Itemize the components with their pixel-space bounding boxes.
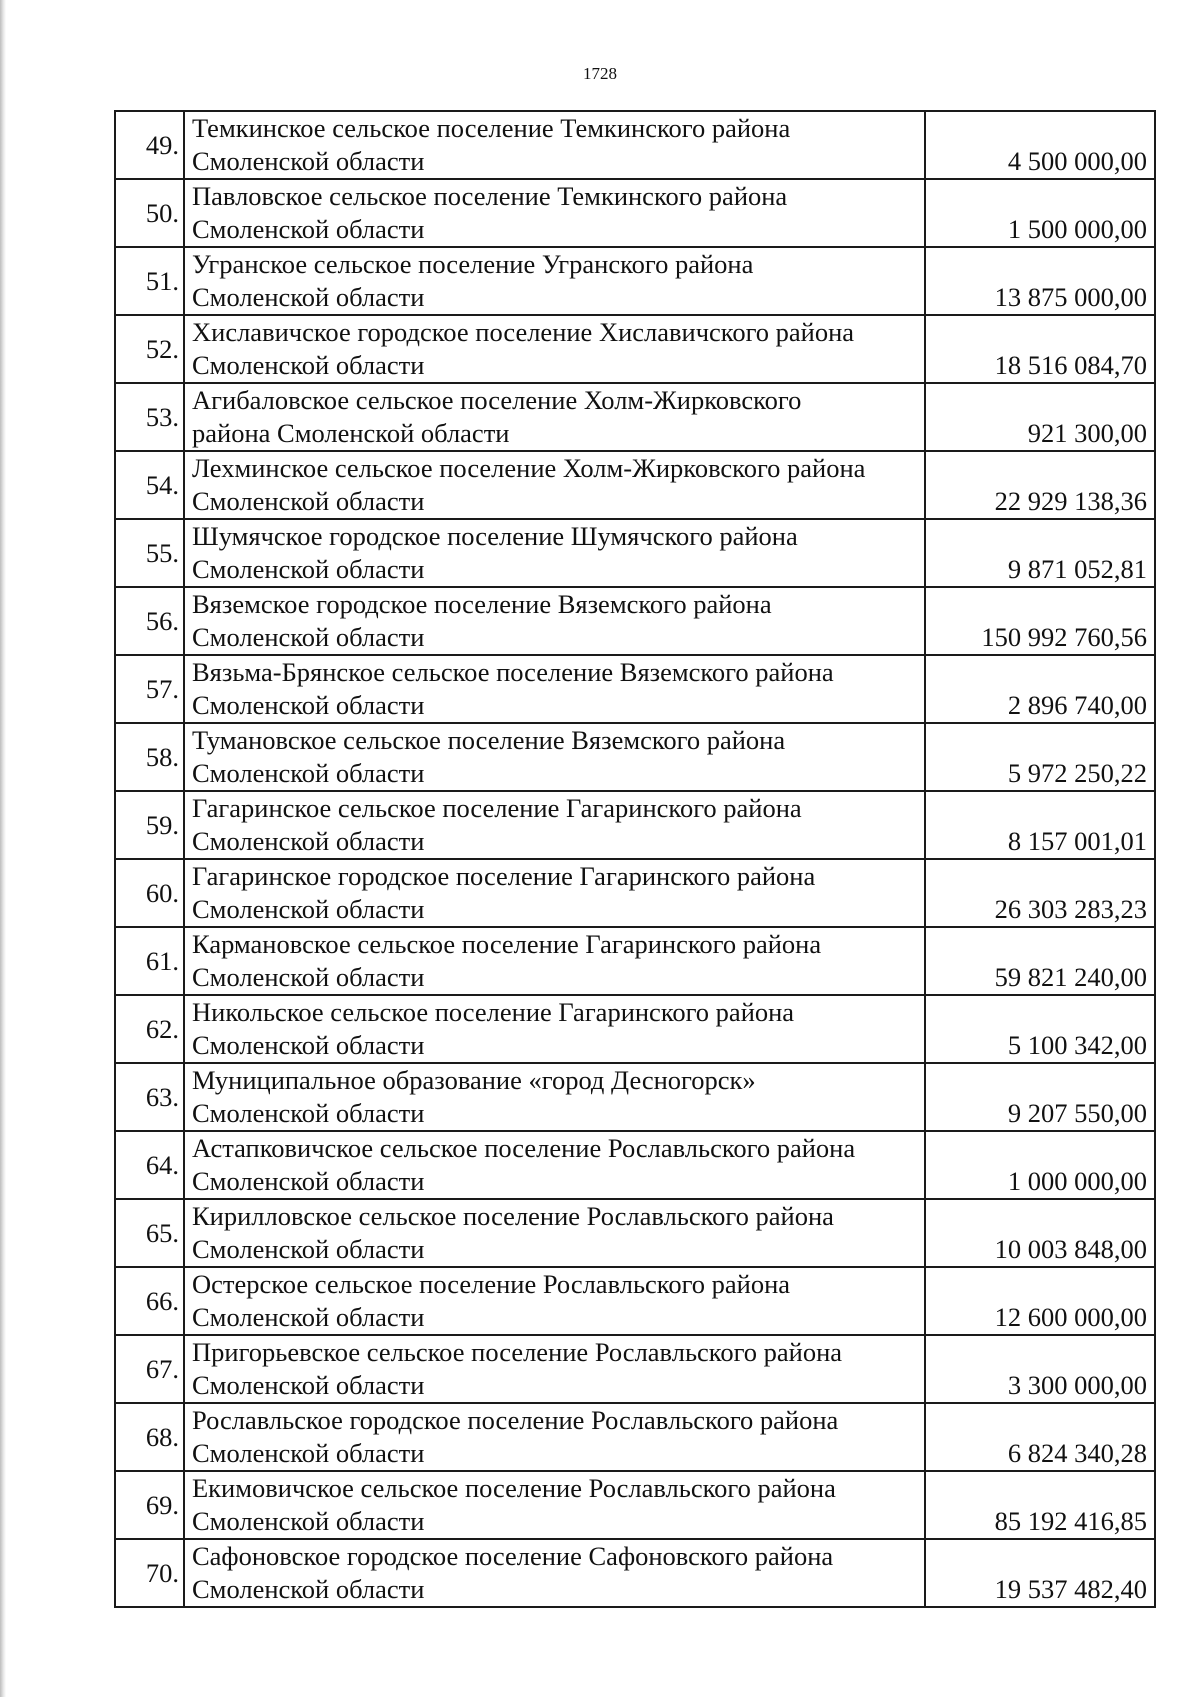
settlement-name	[184, 1131, 925, 1199]
row-number: 57.	[115, 655, 184, 723]
amount-value: 4 500 000,00	[925, 111, 1155, 179]
table-row	[115, 927, 1155, 995]
settlement-name-line-1: Рославльское городское поселение Рославльского района	[192, 1405, 839, 1435]
settlement-name	[184, 1471, 925, 1539]
settlement-name-line-1: Гагаринское городское поселение Гагаринского района	[192, 861, 816, 891]
settlement-name-line-2: района Смоленской области	[192, 418, 510, 448]
settlement-name	[184, 1199, 925, 1267]
amount-value: 26 303 283,23	[925, 859, 1155, 927]
row-number: 65.	[115, 1199, 184, 1267]
settlement-name	[184, 1539, 925, 1607]
amount-value: 5 972 250,22	[925, 723, 1155, 791]
settlement-name	[184, 995, 925, 1063]
table-row	[115, 859, 1155, 927]
settlement-name-line-2: Смоленской области	[192, 1098, 425, 1128]
settlement-name-line-1: Муниципальное образование «город Десногорск»	[192, 1065, 756, 1095]
settlement-name-line-1: Сафоновское городское поселение Сафоновского района	[192, 1541, 834, 1571]
settlement-name-line-1: Пригорьевское сельское поселение Рославльского района	[192, 1337, 843, 1367]
settlement-name	[184, 519, 925, 587]
settlement-name	[184, 1403, 925, 1471]
table-row	[115, 1471, 1155, 1539]
table-row	[115, 111, 1155, 179]
settlement-name-line-2: Смоленской области	[192, 282, 425, 312]
amount-value: 18 516 084,70	[925, 315, 1155, 383]
settlement-name-line-1: Павловское сельское поселение Темкинского района	[192, 181, 788, 211]
settlement-name-line-2: Смоленской области	[192, 1030, 425, 1060]
row-number: 68.	[115, 1403, 184, 1471]
table-row	[115, 179, 1155, 247]
settlement-name-line-1: Кармановское сельское поселение Гагаринского района	[192, 929, 822, 959]
settlement-name-line-2: Смоленской области	[192, 962, 425, 992]
row-number: 63.	[115, 1063, 184, 1131]
settlement-name-line-1: Угранское сельское поселение Угранского района	[192, 249, 754, 279]
amount-value: 85 192 416,85	[925, 1471, 1155, 1539]
page-number: 1728	[583, 64, 617, 83]
settlement-name-line-1: Вяземское городское поселение Вяземского района	[192, 589, 772, 619]
settlement-name	[184, 587, 925, 655]
settlement-name-line-2: Смоленской области	[192, 1166, 425, 1196]
amount-value: 8 157 001,01	[925, 791, 1155, 859]
amount-value: 19 537 482,40	[925, 1539, 1155, 1607]
row-number: 49.	[115, 111, 184, 179]
settlement-name-line-2: Смоленской области	[192, 486, 425, 516]
settlement-name-line-1: Вязьма-Брянское сельское поселение Вяземского района	[192, 657, 834, 687]
row-number: 52.	[115, 315, 184, 383]
table-row	[115, 519, 1155, 587]
settlement-name-line-2: Смоленской области	[192, 758, 425, 788]
amount-value: 10 003 848,00	[925, 1199, 1155, 1267]
amount-value: 3 300 000,00	[925, 1335, 1155, 1403]
settlement-name-line-1: Темкинское сельское поселение Темкинского района	[192, 113, 791, 143]
table-row	[115, 315, 1155, 383]
settlement-name	[184, 723, 925, 791]
allocation-table	[114, 110, 1156, 1608]
settlement-name-line-1: Агибаловское сельское поселение Холм-Жирковского	[192, 385, 802, 415]
amount-value: 921 300,00	[925, 383, 1155, 451]
settlement-name	[184, 247, 925, 315]
settlement-name-line-2: Смоленской области	[192, 146, 425, 176]
settlement-name-line-1: Лехминское сельское поселение Холм-Жирковского района	[192, 453, 866, 483]
amount-value: 9 871 052,81	[925, 519, 1155, 587]
table-row	[115, 383, 1155, 451]
settlement-name	[184, 315, 925, 383]
table-row	[115, 587, 1155, 655]
row-number: 67.	[115, 1335, 184, 1403]
row-number: 60.	[115, 859, 184, 927]
settlement-name	[184, 1335, 925, 1403]
settlement-name	[184, 179, 925, 247]
settlement-name	[184, 451, 925, 519]
table-row	[115, 1199, 1155, 1267]
settlement-name-line-2: Смоленской области	[192, 894, 425, 924]
table-row	[115, 995, 1155, 1063]
row-number: 64.	[115, 1131, 184, 1199]
settlement-name	[184, 111, 925, 179]
settlement-name-line-2: Смоленской области	[192, 1302, 425, 1332]
table-row	[115, 1063, 1155, 1131]
amount-value: 59 821 240,00	[925, 927, 1155, 995]
settlement-name-line-2: Смоленской области	[192, 214, 425, 244]
row-number: 62.	[115, 995, 184, 1063]
row-number: 53.	[115, 383, 184, 451]
settlement-name-line-2: Смоленской области	[192, 826, 425, 856]
settlement-name	[184, 1267, 925, 1335]
settlement-name-line-1: Екимовичское сельское поселение Рославльского района	[192, 1473, 836, 1503]
settlement-name-line-1: Хиславичское городское поселение Хиславичского района	[192, 317, 855, 347]
settlement-name-line-1: Тумановское сельское поселение Вяземского района	[192, 725, 786, 755]
settlement-name-line-2: Смоленской области	[192, 690, 425, 720]
settlement-name-line-2: Смоленской области	[192, 1506, 425, 1536]
settlement-name	[184, 927, 925, 995]
settlement-name-line-1: Никольское сельское поселение Гагаринского района	[192, 997, 795, 1027]
row-number: 54.	[115, 451, 184, 519]
scan-edge-shadow	[0, 0, 6, 1697]
settlement-name-line-2: Смоленской области	[192, 554, 425, 584]
table-row	[115, 1539, 1155, 1607]
amount-value: 13 875 000,00	[925, 247, 1155, 315]
row-number: 69.	[115, 1471, 184, 1539]
table-row	[115, 723, 1155, 791]
row-number: 66.	[115, 1267, 184, 1335]
table-row	[115, 1267, 1155, 1335]
settlement-name-line-2: Смоленской области	[192, 1438, 425, 1468]
settlement-name-line-1: Шумячское городское поселение Шумячского района	[192, 521, 798, 551]
settlement-name-line-2: Смоленской области	[192, 1574, 425, 1604]
settlement-name	[184, 791, 925, 859]
settlement-name-line-1: Кирилловское сельское поселение Рославльского района	[192, 1201, 834, 1231]
table-row	[115, 1335, 1155, 1403]
amount-value: 6 824 340,28	[925, 1403, 1155, 1471]
row-number: 51.	[115, 247, 184, 315]
table-row	[115, 451, 1155, 519]
settlement-name	[184, 383, 925, 451]
row-number: 50.	[115, 179, 184, 247]
amount-value: 12 600 000,00	[925, 1267, 1155, 1335]
table-row	[115, 1403, 1155, 1471]
settlement-name	[184, 1063, 925, 1131]
amount-value: 9 207 550,00	[925, 1063, 1155, 1131]
settlement-name-line-1: Остерское сельское поселение Рославльского района	[192, 1269, 791, 1299]
amount-value: 22 929 138,36	[925, 451, 1155, 519]
settlement-name-line-2: Смоленской области	[192, 1234, 425, 1264]
row-number: 70.	[115, 1539, 184, 1607]
amount-value: 150 992 760,56	[925, 587, 1155, 655]
row-number: 61.	[115, 927, 184, 995]
row-number: 59.	[115, 791, 184, 859]
settlement-name	[184, 655, 925, 723]
amount-value: 1 000 000,00	[925, 1131, 1155, 1199]
settlement-name-line-2: Смоленской области	[192, 622, 425, 652]
settlement-name-line-2: Смоленской области	[192, 350, 425, 380]
table-row	[115, 247, 1155, 315]
settlement-name-line-1: Гагаринское сельское поселение Гагаринского района	[192, 793, 802, 823]
table-row	[115, 1131, 1155, 1199]
settlement-name-line-1: Астапковичское сельское поселение Рославльского района	[192, 1133, 856, 1163]
table-row	[115, 791, 1155, 859]
amount-value: 2 896 740,00	[925, 655, 1155, 723]
row-number: 56.	[115, 587, 184, 655]
settlement-name	[184, 859, 925, 927]
row-number: 58.	[115, 723, 184, 791]
amount-value: 1 500 000,00	[925, 179, 1155, 247]
row-number: 55.	[115, 519, 184, 587]
settlement-name-line-2: Смоленской области	[192, 1370, 425, 1400]
amount-value: 5 100 342,00	[925, 995, 1155, 1063]
table-row	[115, 655, 1155, 723]
allocation-table-body	[115, 111, 1155, 1607]
